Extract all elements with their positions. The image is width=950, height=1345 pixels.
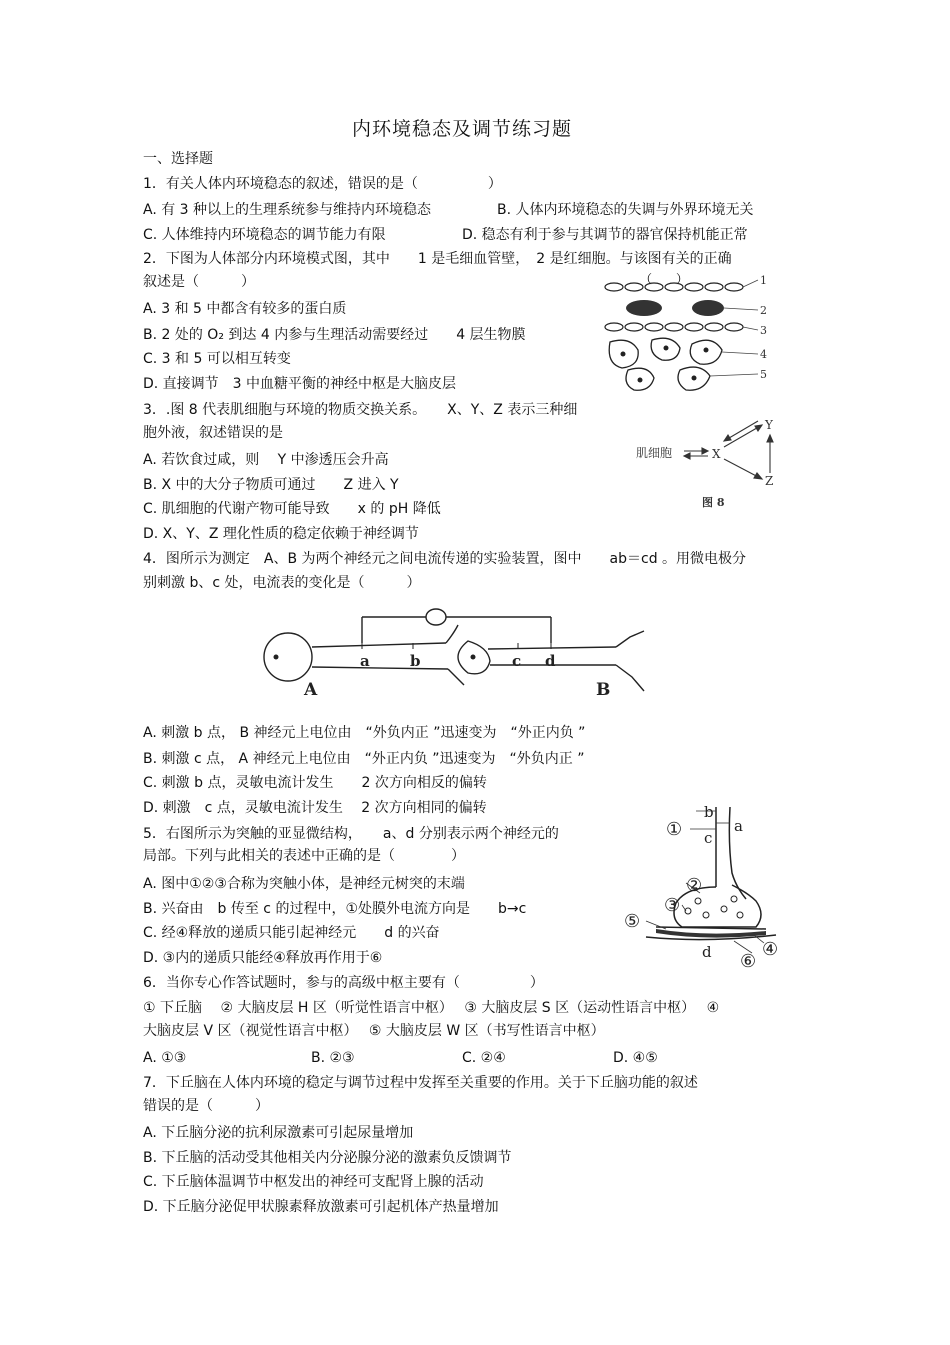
q5-fig-label-6: ⑥ [740, 951, 757, 972]
q5-fig-label-1: ① [666, 819, 683, 840]
q3-option-c: C. 肌细胞的代谢产物可能导致 x 的 pH 降低 [143, 501, 441, 517]
q2-option-d: D. 直接调节 3 中血糖平衡的神经中枢是大脑皮层 [143, 376, 457, 392]
q4-fig-label-a: A [304, 680, 318, 700]
q2-figure-paren: （ ） [640, 272, 689, 286]
q3-fig-caption: 图 8 [702, 496, 725, 509]
q3-figure [628, 413, 788, 513]
q2-stem-line1: 2．下图为人体部分内环境模式图，其中 1 是毛细血管壁， 2 是红细胞。与该图有关的正确 [143, 251, 732, 267]
q3-fig-x: X [712, 447, 721, 461]
q2-option-a: A. 3 和 5 中都含有较多的蛋白质 [143, 301, 347, 317]
q4-option-a: A. 刺激 b 点， B 神经元上电位由 “外负内正 ”迅速变为 “外正内负 ” [143, 725, 586, 741]
q2-fig-label-3: 3 [760, 324, 767, 337]
q5-fig-label-b: b [704, 803, 714, 821]
q5-figure [616, 803, 788, 973]
q3-fig-y: Y [765, 418, 773, 432]
q5-fig-label-d: d [702, 943, 712, 961]
q6-options-line2: 大脑皮层 V 区（视觉性语言中枢） ⑤ 大脑皮层 W 区（书写性语言中枢） [143, 1023, 605, 1039]
q6-stem: 6．当你专心作答试题时，参与的高级中枢主要有（ ） [143, 975, 544, 991]
q1-option-d: D. 稳态有利于参与其调节的器官保持机能正常 [462, 227, 748, 243]
q7-stem-line2: 错误的是（ ） [143, 1098, 269, 1114]
q3-stem-line2: 胞外液，叙述错误的是 [143, 425, 283, 441]
q3-fig-muscle-cell: 肌细胞 [636, 446, 673, 460]
q6-option-a: A. ①③ [143, 1050, 187, 1066]
q7-option-d: D. 下丘脑分泌促甲状腺素释放激素可引起机体产热量增加 [143, 1199, 499, 1215]
q5-stem-line2: 局部。下列与此相关的表述中正确的是（ ） [143, 848, 465, 864]
q4-fig-d: d [545, 652, 556, 670]
q1-option-b: B. 人体内环境稳态的失调与外界环境无关 [497, 202, 754, 218]
q3-option-b: B. X 中的大分子物质可通过 Z 进入 Y [143, 477, 399, 493]
q7-option-b: B. 下丘脑的活动受其他相关内分泌腺分泌的激素负反馈调节 [143, 1150, 512, 1166]
q2-figure [600, 270, 775, 395]
q2-fig-label-2: 2 [760, 304, 767, 317]
q5-fig-label-2: ② [686, 875, 703, 896]
q7-option-c: C. 下丘脑体温调节中枢发出的神经可支配肾上腺的活动 [143, 1174, 484, 1190]
q3-stem-line1: 3．.图 8 代表肌细胞与环境的物质交换关系。 X、Y、Z 表示三种细 [143, 402, 578, 418]
q2-fig-label-4: 4 [760, 348, 767, 361]
q4-option-b: B. 刺激 c 点， A 神经元上电位由 “外正内负 ”迅速变为 “外负内正 ” [143, 751, 585, 767]
q2-stem-line2: 叙述是（ ） [143, 274, 255, 290]
q5-option-b: B. 兴奋由 b 传至 c 的过程中，①处膜外电流方向是 b→c [143, 901, 527, 917]
q5-fig-label-a: a [734, 817, 743, 835]
q1-option-c: C. 人体维持内环境稳态的调节能力有限 [143, 227, 386, 243]
q4-fig-label-b: B [596, 680, 611, 700]
q3-option-a: A. 若饮食过咸，则 Y 中渗透压会升高 [143, 452, 389, 468]
q2-option-b: B. 2 处的 O₂ 到达 4 内参与生理活动需要经过 4 层生物膜 [143, 327, 526, 343]
q5-fig-label-4: ④ [762, 939, 779, 960]
q7-option-a: A. 下丘脑分泌的抗利尿激素可引起尿量增加 [143, 1125, 414, 1141]
q4-fig-c: c [512, 652, 522, 670]
q6-options-line1: ① 下丘脑 ② 大脑皮层 H 区（听觉性语言中枢） ③ 大脑皮层 S 区（运动性语言中枢） ④ [143, 1000, 720, 1016]
q4-stem-line1: 4．图所示为测定 A、B 为两个神经元之间电流传递的实验装置，图中 ab＝cd 。用微电极分 [143, 551, 747, 567]
q5-option-c: C. 经④释放的递质只能引起神经元 d 的兴奋 [143, 925, 440, 941]
q1-option-a: A. 有 3 种以上的生理系统参与维持内环境稳态 [143, 202, 432, 218]
q4-fig-a: a [360, 652, 370, 670]
q3-option-d: D. X、Y、Z 理化性质的稳定依赖于神经调节 [143, 526, 419, 542]
q4-stem-line2: 别刺激 b、c 处，电流表的变化是（ ） [143, 575, 421, 591]
q5-fig-label-c: c [704, 829, 713, 847]
q2-fig-label-5: 5 [760, 368, 767, 381]
q5-stem-line1: 5．右图所示为突触的亚显微结构， a、d 分别表示两个神经元的 [143, 826, 559, 842]
q1-stem: 1．有关人体内环境稳态的叙述，错误的是（ ） [143, 176, 502, 192]
q5-option-a: A. 图中①②③合称为突触小体，是神经元树突的末端 [143, 876, 465, 892]
q6-option-b: B. ②③ [311, 1050, 355, 1066]
q5-fig-label-5: ⑤ [624, 911, 641, 932]
q4-fig-b: b [410, 652, 421, 670]
q5-option-d: D. ③内的递质只能经④释放再作用于⑥ [143, 950, 383, 966]
q6-option-d: D. ④⑤ [613, 1050, 658, 1066]
q6-option-c: C. ②④ [462, 1050, 506, 1066]
q3-fig-z: Z [765, 474, 774, 488]
q2-fig-label-1: 1 [760, 274, 767, 287]
q4-figure [258, 603, 646, 703]
section-heading: 一、选择题 [143, 151, 213, 167]
q5-fig-label-3: ③ [664, 895, 681, 916]
q4-option-d: D. 刺激 c 点，灵敏电流计发生 2 次方向相同的偏转 [143, 800, 487, 816]
q7-stem-line1: 7．下丘脑在人体内环境的稳定与调节过程中发挥至关重要的作用。关于下丘脑功能的叙述 [143, 1075, 698, 1091]
q4-option-c: C. 刺激 b 点，灵敏电流计发生 2 次方向相反的偏转 [143, 775, 487, 791]
q2-option-c: C. 3 和 5 可以相互转变 [143, 351, 291, 367]
page-title: 内环境稳态及调节练习题 [352, 118, 573, 140]
